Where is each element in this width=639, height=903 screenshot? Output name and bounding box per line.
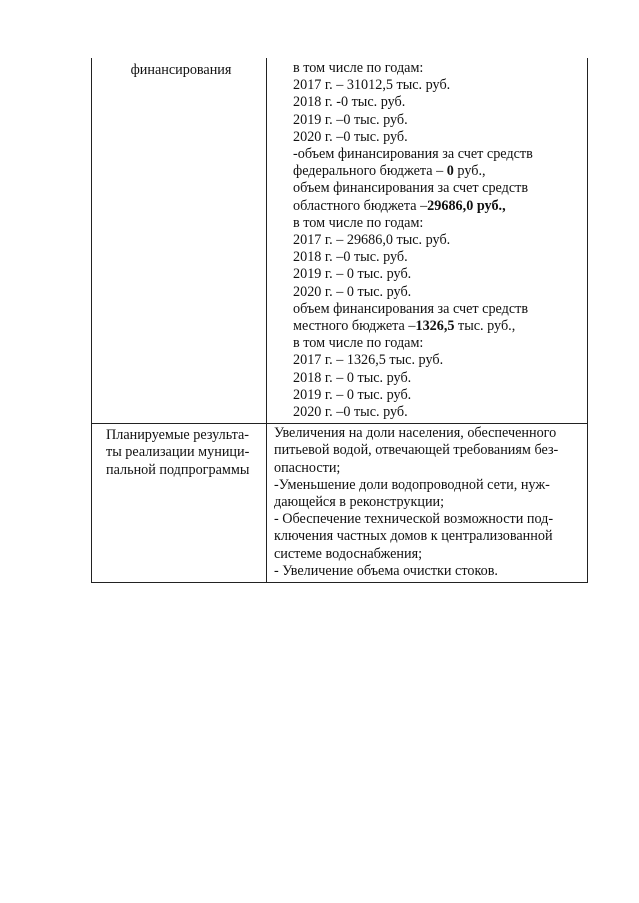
funding-line: местного бюджета –1326,5 тыс. руб., <box>293 318 516 335</box>
funding-line: 2020 г. –0 тыс. руб. <box>293 128 408 145</box>
funding-line: -объем финансирования за счет средств <box>293 146 533 163</box>
funding-line: областного бюджета –29686,0 руб., <box>293 197 506 214</box>
results-label-cell <box>92 424 267 583</box>
funding-line: 2019 г. – 0 тыс. руб. <box>293 386 412 403</box>
funding-details-cell <box>267 58 588 424</box>
results-line: опасности; <box>274 459 341 476</box>
funding-line: 2019 г. – 0 тыс. руб. <box>293 266 412 283</box>
funding-line: в том числе по годам: <box>293 214 424 231</box>
funding-line: 2017 г. – 31012,5 тыс. руб. <box>293 77 451 94</box>
funding-line: 2017 г. – 29686,0 тыс. руб. <box>293 232 451 249</box>
results-line: -Уменьшение доли водопроводной сети, нуж- <box>274 476 550 493</box>
results-line: питьевой водой, отвечающей требованиям без- <box>274 442 559 459</box>
results-label-line: пальной подпрограммы <box>106 461 250 478</box>
funding-line: объем финансирования за счет средств <box>293 300 529 317</box>
results-line: - Увеличение объема очистки стоков. <box>274 562 498 579</box>
funding-line: 2018 г. – 0 тыс. руб. <box>293 369 412 386</box>
funding-line: федерального бюджета – 0 руб., <box>293 163 486 180</box>
funding-label: финансирования <box>130 62 232 78</box>
funding-line: 2018 г. -0 тыс. руб. <box>293 94 406 111</box>
results-details-cell <box>267 424 588 583</box>
funding-line: 2017 г. – 1326,5 тыс. руб. <box>293 352 444 369</box>
funding-line: 2018 г. –0 тыс. руб. <box>293 249 408 266</box>
results-label <box>102 426 260 479</box>
funding-line: 2020 г. –0 тыс. руб. <box>293 404 408 421</box>
funding-line: 2020 г. – 0 тыс. руб. <box>293 283 412 300</box>
results-label-line: ты реализации муници- <box>106 444 250 461</box>
funding-line: объем финансирования за счет средств <box>293 180 529 197</box>
results-label-line: Планируемые результа- <box>106 427 250 444</box>
table-row-results <box>92 424 588 583</box>
funding-line: 2019 г. –0 тыс. руб. <box>293 111 408 128</box>
results-line: дающейся в реконструкции; <box>274 494 445 511</box>
results-line: Увеличения на доли населения, обеспеченного <box>274 425 557 442</box>
results-line: ключения частных домов к централизованной <box>274 528 553 545</box>
table-row-funding <box>92 58 588 424</box>
funding-label-cell <box>92 58 267 424</box>
subprogram-passport-table <box>91 58 588 583</box>
results-line: системе водоснабжения; <box>274 545 423 562</box>
funding-line: в том числе по годам: <box>293 60 424 76</box>
results-line: - Обеспечение технической возможности под- <box>274 511 554 528</box>
funding-line: в том числе по годам: <box>293 335 424 352</box>
